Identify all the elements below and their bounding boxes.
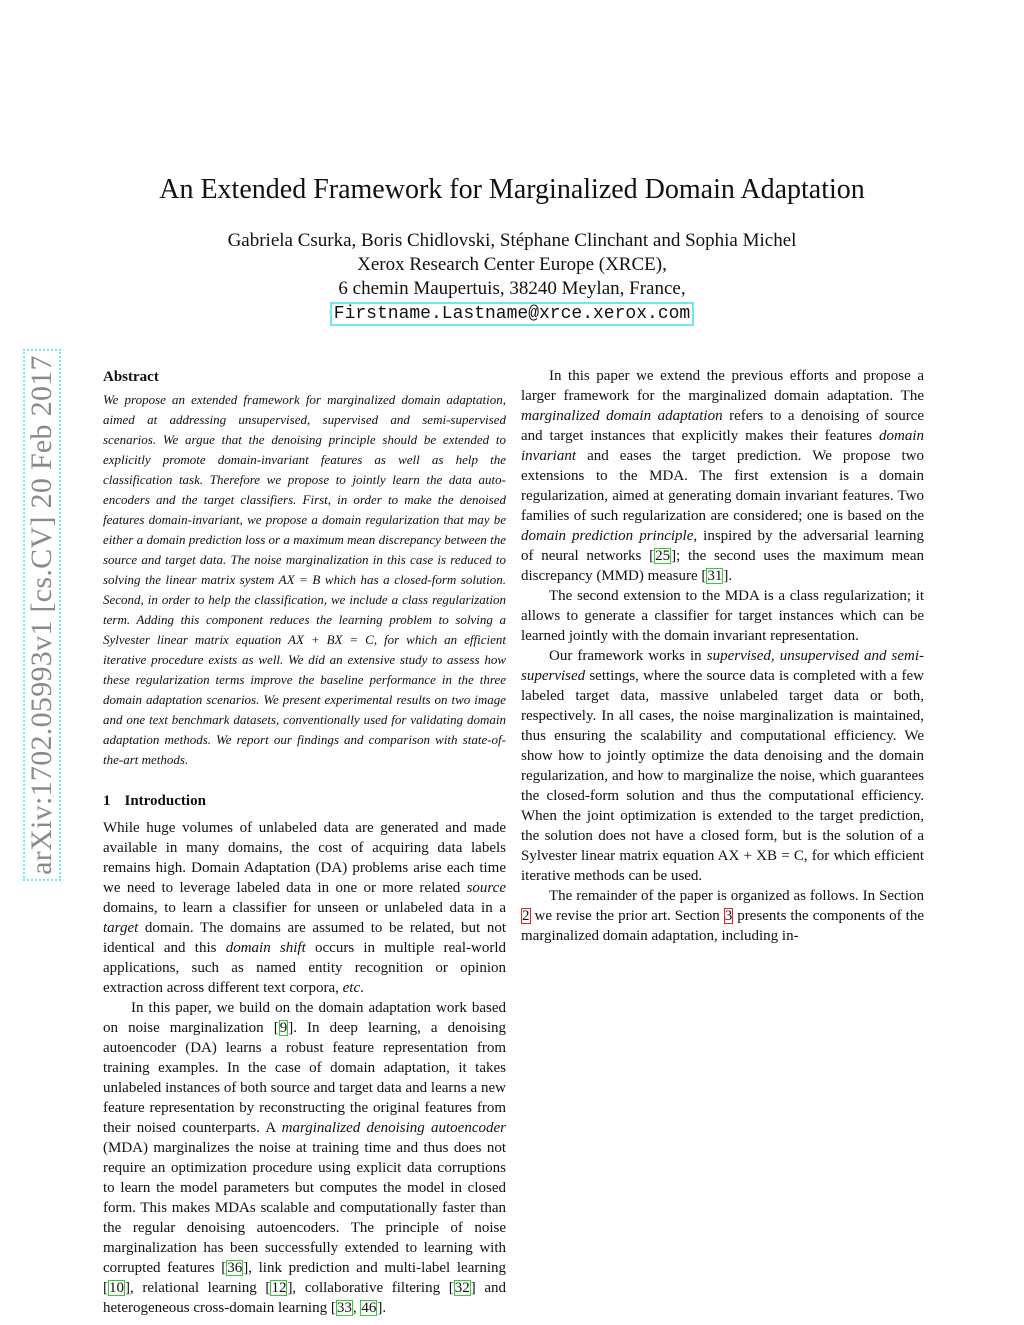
citation-link[interactable]: 9 xyxy=(279,1020,288,1036)
section-ref-link[interactable]: 2 xyxy=(522,908,530,924)
left-column xyxy=(103,366,506,1318)
citation-link[interactable]: 31 xyxy=(707,568,723,584)
citation-link[interactable]: 33 xyxy=(336,1300,352,1316)
citation-link[interactable]: 46 xyxy=(361,1300,377,1316)
section-ref-link[interactable]: 3 xyxy=(724,908,733,924)
intro-paragraph-5: Our framework works in supervised, unsupervised and semi-supervised settings, where the source data is completed with a few labeled target data, massive unlabeled target data or both, respectively. In all cases, the noise marginalization is maintained, thus ensuring the scalability and computational efficiency. We show how to jointly optimize the data denoising and the domain regularization, and how to marginalize the noise, which guarantees the closed-form solution and thus the computational efficiency. When the joint optimization is extended to the target prediction, the solution does not have a closed form, but is the solution of a Sylvester linear matrix equation AX + XB = C, for which efficient iterative methods can be used. xyxy=(521,648,925,884)
email-link[interactable]: Firstname.Lastname@xrce.xerox.com xyxy=(333,304,691,324)
arxiv-sidebar xyxy=(22,320,62,910)
author-block xyxy=(0,229,1024,325)
abstract-heading: Abstract xyxy=(103,369,159,385)
intro-paragraph-3: In this paper we extend the previous efforts and propose a larger framework for the marginalized domain adaptation. The marginalized domain adaptation refers to a denoising of source and target instances that explicitly makes their features domain invariant and eases the target prediction. We propose two extensions to the MDA. The first extension is a domain regularization, aimed at generating domain invariant features. Two families of such regularization are considered; one is based on the domain prediction principle, inspired by the adversarial learning of neural networks [25]; the second uses the maximum mean discrepancy (MMD) measure [31]. xyxy=(521,368,924,584)
intro-paragraph-1: While huge volumes of unlabeled data are generated and made available in many domains, the cost of acquiring data labels remains high. Domain Adaptation (DA) problems arise each time we need to leverage labeled data in one or more related source domains, to learn a classifier for unseen or unlabeled data in a target domain. The domains are assumed to be related, but not identical and this domain shift occurs in multiple real-world applications, such as named entity recognition or opinion extraction across different text corpora, etc. xyxy=(103,820,506,996)
citation-link[interactable]: 36 xyxy=(227,1260,243,1276)
intro-paragraph-2: In this paper, we build on the domain adaptation work based on noise marginalization [9]. In deep learning, a denoising autoencoder (DA) learns a robust feature representation from training examples. In the case of domain adaptation, it takes unlabeled instances of both source and target data and learns a new feature representation by reconstructing the original features from their noised counterparts. A marginalized denoising autoencoder (MDA) marginalizes the noise at training time and thus does not require an optimization procedure using explicit data corruptions to learn the model parameters but computes the model in closed form. This makes MDAs scalable and computationally faster than the regular denoising autoencoders. The principle of noise marginalization has been successfully extended to learning with corrupted features [36], link prediction and multi-label learning [10], relational learning [12], collaborative filtering [32] and heterogeneous cross-domain learning [33, 46]. xyxy=(103,1000,507,1316)
arxiv-identifier[interactable]: arXiv:1702.05993v1 [cs.CV] 20 Feb 2017 xyxy=(25,351,59,879)
section-title: Introduction xyxy=(124,793,206,809)
right-column xyxy=(521,366,924,946)
author-names: Gabriela Csurka, Boris Chidlovski, Stéphane Clinchant and Sophia Michel xyxy=(227,230,797,251)
citation-link[interactable]: 25 xyxy=(655,548,671,564)
section-number: 1 xyxy=(103,793,111,809)
abstract-text: We propose an extended framework for marginalized domain adaptation, aimed at addressing unsupervised, supervised and semi-supervised scenarios. We argue that the denoising principle should be extended to explicitly promote domain-invariant features as well as help the classification task. Therefore we propose to jointly learn the data auto-encoders and the target classifiers. First, in order to make the denoised features domain-invariant, we propose a domain regularization that may be either a domain prediction loss or a maximum mean discrepancy between the source and target data. The noise marginalization in this case is reduced to solving the linear matrix system AX = B which has a closed-form solution. Second, in order to help the classification, we include a class regularization term. Adding this component reduces the learning problem to solving a Sylvester linear matrix equation AX + BX = C, for which an efficient iterative procedure exists as well. We did an extensive study to assess how these regularization terms improve the baseline performance in the three domain adaptation scenarios. We present experimental results on two image and one text benchmark datasets, conventionally used for validating domain adaptation methods. We report our findings and comparison with state-of-the-art methods. xyxy=(103,392,506,767)
affiliation: Xerox Research Center Europe (XRCE), xyxy=(357,254,667,275)
paper-title: An Extended Framework for Marginalized Domain Adaptation xyxy=(159,174,865,205)
section-heading-introduction xyxy=(103,790,506,812)
intro-paragraph-4: The second extension to the MDA is a class regularization; it allows to generate a classifier for target instances which can be learned jointly with the domain invariant representation. xyxy=(521,588,924,644)
citation-link[interactable]: 12 xyxy=(271,1280,287,1296)
citation-link[interactable]: 32 xyxy=(454,1280,470,1296)
intro-paragraph-6: The remainder of the paper is organized as follows. In Section 2 we revise the prior art. Section 3 presents the components of the marginalized domain adaptation, including in- xyxy=(521,888,924,944)
citation-link[interactable]: 10 xyxy=(109,1280,124,1296)
address: 6 chemin Maupertuis, 38240 Meylan, France, xyxy=(338,278,686,299)
